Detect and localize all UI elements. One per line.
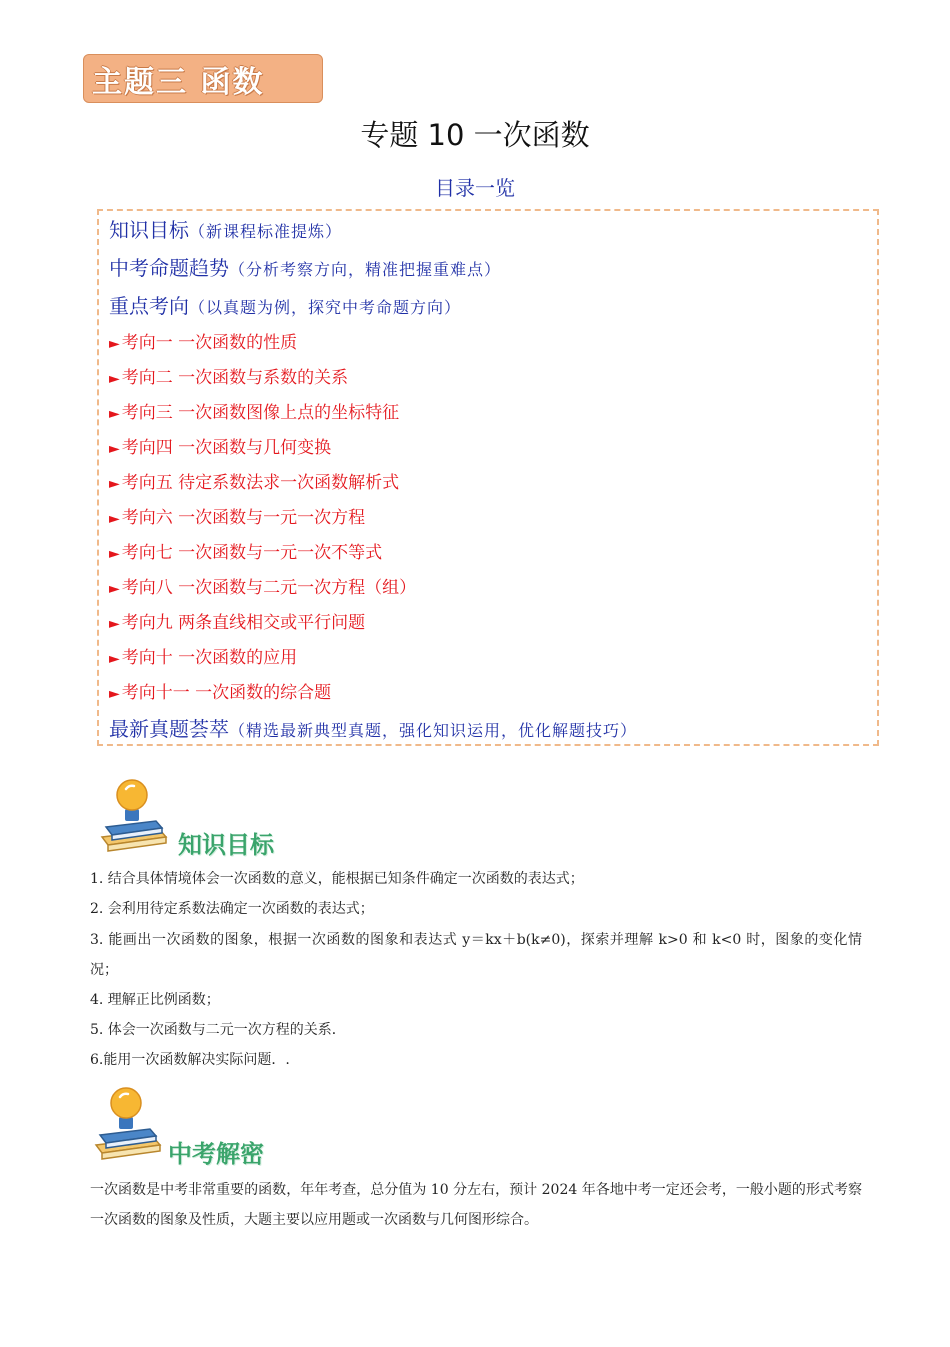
triangle-right-icon: ► bbox=[109, 686, 120, 702]
triangle-right-icon: ► bbox=[109, 476, 120, 492]
lightbulb-books-icon bbox=[92, 775, 174, 857]
toc-item-3[interactable] bbox=[109, 398, 399, 423]
toc-section-subtitle: （以真题为例，探究中考命题方向） bbox=[189, 298, 462, 317]
toc-section-title: 知识目标 bbox=[109, 218, 189, 242]
toc-item-9[interactable] bbox=[109, 608, 365, 633]
triangle-right-icon: ► bbox=[109, 616, 120, 632]
knowledge-point-1: 1. 结合具体情境体会一次函数的意义，能根据已知条件确定一次函数的表达式； bbox=[90, 871, 584, 887]
toc-section-knowledge[interactable] bbox=[109, 214, 342, 243]
toc-section-subtitle: （精选最新典型真题，强化知识运用，优化解题技巧） bbox=[229, 721, 638, 740]
lightbulb-books-icon bbox=[86, 1083, 168, 1165]
toc-section-latest[interactable] bbox=[109, 713, 637, 742]
topic-badge-label: 主题三 函数 bbox=[92, 64, 265, 100]
triangle-right-icon: ► bbox=[109, 581, 120, 597]
toc-section-title: 中考命题趋势 bbox=[109, 256, 229, 280]
toc-item-label: 考向四 一次函数与几何变换 bbox=[121, 438, 332, 458]
toc-item-8[interactable] bbox=[109, 573, 416, 598]
toc-item-1[interactable] bbox=[109, 328, 297, 353]
toc-item-7[interactable] bbox=[109, 538, 382, 563]
toc-item-label: 考向三 一次函数图像上点的坐标特征 bbox=[121, 403, 400, 423]
toc-item-label: 考向七 一次函数与一元一次不等式 bbox=[121, 543, 383, 563]
triangle-right-icon: ► bbox=[109, 651, 120, 667]
toc-item-label: 考向一 一次函数的性质 bbox=[121, 333, 298, 353]
knowledge-point-5: 5. 体会一次函数与二元一次方程的关系． bbox=[90, 1022, 346, 1038]
triangle-right-icon: ► bbox=[109, 371, 120, 387]
toc-section-focus[interactable] bbox=[109, 290, 461, 319]
topic-badge bbox=[83, 54, 323, 103]
knowledge-point-3: 3. 能画出一次函数的图象，根据一次函数的图象和表达式 y＝kx＋b(k≠0)，探索并理解 k>0 和 k<0 时，图象的变化情况； bbox=[90, 932, 862, 978]
toc-item-label: 考向十 一次函数的应用 bbox=[121, 648, 298, 668]
toc-item-label: 考向五 待定系数法求一次函数解析式 bbox=[121, 473, 400, 493]
toc-heading: 目录一览 bbox=[435, 176, 515, 200]
triangle-right-icon: ► bbox=[109, 511, 120, 527]
toc-item-label: 考向二 一次函数与系数的关系 bbox=[121, 368, 349, 388]
toc-item-4[interactable] bbox=[109, 433, 331, 458]
section-heading-exam: 中考解密 bbox=[168, 1140, 264, 1168]
triangle-right-icon: ► bbox=[109, 546, 120, 562]
exam-paragraph: 一次函数是中考非常重要的函数，年年考查，总分值为 10 分左右，预计 2024 年各地中考一定还会考，一般小题的形式考察一次函数的图象及性质，大题主要以应用题或一次函数与几何图形综合。 bbox=[90, 1182, 862, 1228]
knowledge-point-6: 6.能用一次函数解决实际问题．. bbox=[90, 1052, 290, 1068]
toc-section-subtitle: （新课程标准提炼） bbox=[189, 222, 343, 241]
section-heading-knowledge: 知识目标 bbox=[178, 831, 274, 859]
toc-item-5[interactable] bbox=[109, 468, 399, 493]
triangle-right-icon: ► bbox=[109, 406, 120, 422]
toc-item-11[interactable] bbox=[109, 678, 331, 703]
toc-section-subtitle: （分析考察方向，精准把握重难点） bbox=[229, 260, 502, 279]
triangle-right-icon: ► bbox=[109, 441, 120, 457]
triangle-right-icon: ► bbox=[109, 336, 120, 352]
toc-section-trend[interactable] bbox=[109, 252, 501, 281]
knowledge-point-2: 2. 会利用待定系数法确定一次函数的表达式； bbox=[90, 901, 374, 917]
toc-box bbox=[97, 209, 879, 746]
knowledge-point-4: 4. 理解正比例函数； bbox=[90, 992, 220, 1008]
toc-item-label: 考向八 一次函数与二元一次方程（组） bbox=[121, 578, 417, 598]
toc-item-label: 考向十一 一次函数的综合题 bbox=[121, 683, 332, 703]
toc-item-2[interactable] bbox=[109, 363, 348, 388]
toc-item-label: 考向六 一次函数与一元一次方程 bbox=[121, 508, 366, 528]
toc-item-10[interactable] bbox=[109, 643, 297, 668]
toc-item-label: 考向九 两条直线相交或平行问题 bbox=[121, 613, 366, 633]
toc-item-6[interactable] bbox=[109, 503, 365, 528]
toc-section-title: 最新真题荟萃 bbox=[109, 717, 229, 741]
page-title: 专题 10 一次函数 bbox=[360, 118, 590, 152]
toc-section-title: 重点考向 bbox=[109, 294, 189, 318]
